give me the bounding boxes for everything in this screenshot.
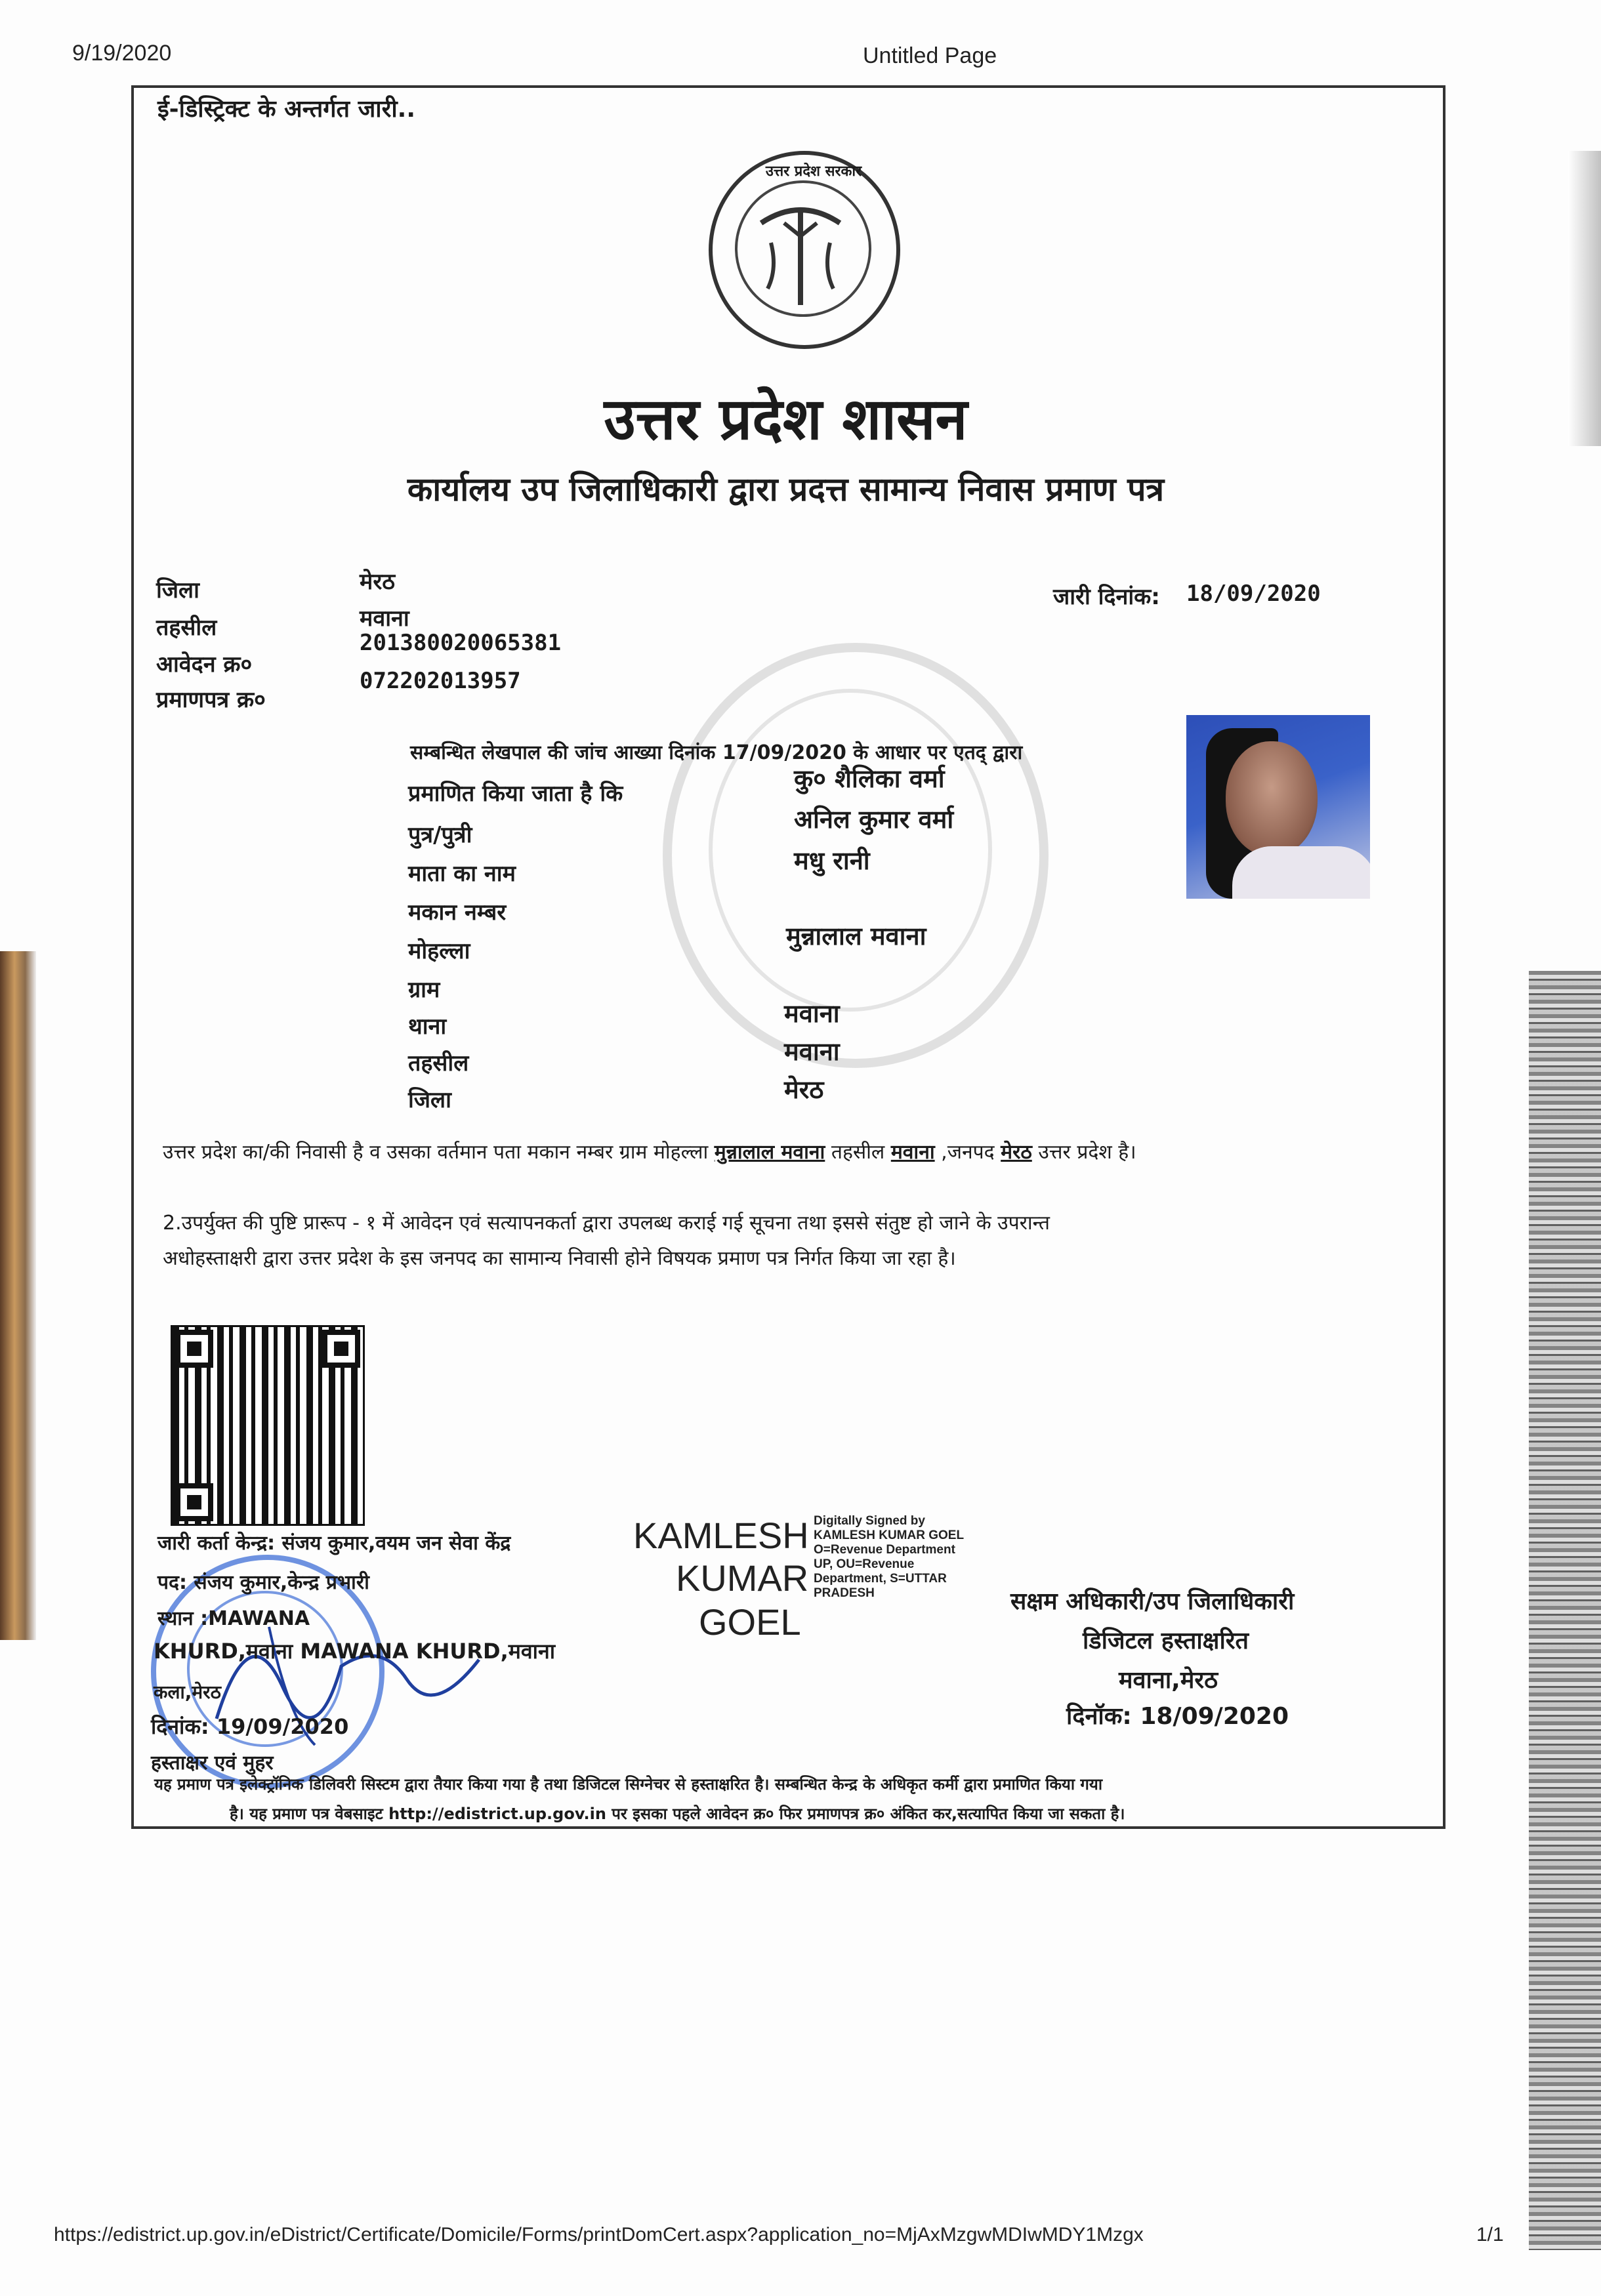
qr-finder-bottom-left	[175, 1483, 213, 1521]
detail-label-district: जिला	[408, 1087, 451, 1113]
detail-value-father: अनिल कुमार वर्मा	[794, 805, 954, 834]
digital-signer-name-1: KAMLESH	[633, 1515, 809, 1556]
header-label-district: जिला	[156, 577, 199, 604]
digital-signature-details	[814, 1514, 964, 1601]
scan-edge-right	[1529, 971, 1601, 2250]
para1-text-c: ,जनपद	[941, 1141, 995, 1164]
detail-value-tehsil: मवाना	[784, 1037, 840, 1066]
qr-finder-top-right	[322, 1330, 360, 1368]
detail-label-son-daughter: पुत्र/पुत्री	[408, 822, 472, 848]
detail-label-tehsil: तहसील	[408, 1050, 469, 1076]
issuer-date: दिनांक: 19/09/2020	[151, 1714, 349, 1739]
certificate-title: उत्तर प्रदेश शासन	[604, 385, 968, 453]
detail-value-district: मेरठ	[784, 1075, 824, 1104]
para2-line-2: अधोहस्ताक्षरी द्वारा उत्तर प्रदेश के इस जनपद का सामान्य निवासी होने विषयक प्रमाण पत्र निर्गत किया जा रहा है।	[163, 1247, 956, 1270]
header-value-application-no: 201380020065381	[360, 630, 562, 656]
header-label-certificate-no: प्रमाणपत्र क्र०	[156, 687, 266, 713]
issued-under-text: ई-डिस्ट्रिक्ट के अन्तर्गत जारी..	[157, 96, 416, 123]
detail-label-house-no: मकान नम्बर	[408, 899, 507, 926]
digital-sig-line-2: KAMLESH KUMAR GOEL	[814, 1528, 965, 1542]
issue-date-label: जारी दिनांक:	[1053, 584, 1160, 610]
para1-text-d: उत्तर	[1038, 1141, 1071, 1164]
header-value-district: मेरठ	[360, 569, 395, 595]
detail-label-mother: माता का नाम	[408, 861, 516, 887]
scan-edge-left	[0, 951, 36, 1640]
print-page-count: 1/1	[1476, 2224, 1504, 2245]
digital-sig-line-5: Department, S=UTTAR	[814, 1572, 947, 1586]
paragraph-1	[163, 1135, 1357, 1170]
issue-date-value: 18/09/2020	[1186, 581, 1321, 607]
header-value-tehsil: मवाना	[360, 605, 409, 632]
issuer-post: पद: संजय कुमार,केन्द्र प्रभारी	[157, 1571, 369, 1594]
certificate-subtitle: कार्यालय उप जिलाधिकारी द्वारा प्रदत्त सामान्य निवास प्रमाण पत्र	[407, 470, 1165, 508]
header-label-application-no: आवेदन क्र०	[156, 651, 253, 678]
detail-label-police-station: थाना	[408, 1014, 447, 1040]
emblem-bow-icon	[748, 197, 853, 308]
emblem-text: उत्तर प्रदेश सरकार	[765, 163, 862, 180]
issuer-center: जारी कर्ता केन्द्र: संजय कुमार,वयम जन सेवा केंद्र	[157, 1532, 511, 1555]
qr-finder-top-left	[175, 1330, 213, 1368]
para1-text-e: प्रदेश है।	[1077, 1141, 1136, 1164]
digital-sig-line-4: UP, OU=Revenue	[814, 1557, 915, 1571]
paragraph-2	[163, 1206, 1357, 1277]
para1-text-b: तहसील	[831, 1141, 885, 1164]
print-date: 9/19/2020	[72, 41, 172, 66]
issuer-place-2: KHURD,मवाना MAWANA KHURD,मवाना	[154, 1639, 555, 1664]
header-value-certificate-no: 072202013957	[360, 668, 521, 694]
digital-sig-line-6: PRADESH	[814, 1586, 875, 1600]
footer-note-2: है। यह प्रमाण पत्र वेबसाइट http://edistrict.up.gov.in पर इसका पहले आवेदन क्र० फिर प्रमाणपत्र क्र० अंकित कर,सत्यापित किया जा सकता है।	[230, 1805, 1125, 1823]
header-label-tehsil: तहसील	[156, 615, 217, 641]
photo-shoulder	[1232, 846, 1370, 899]
print-page-title: Untitled Page	[863, 43, 997, 68]
detail-value-police-station: मवाना	[784, 999, 840, 1028]
detail-label-mohalla: मोहल्ला	[408, 938, 470, 964]
digital-sig-line-1: Digitally Signed by	[814, 1514, 925, 1528]
footer-note-1: यह प्रमाण पत्र इलेक्ट्रॉनिक डिलिवरी सिस्टम द्वारा तैयार किया गया है तथा डिजिटल सिग्नेचर से हस्ताक्षरित है। सम्बन्धित केन्द्र के अधिकृत कर्मी द्वारा प्रमाणित किया गया	[154, 1775, 1103, 1794]
detail-value-name: कु० शैलिका वर्मा	[794, 764, 945, 793]
digital-sig-line-3: O=Revenue Department	[814, 1543, 955, 1557]
qr-code	[171, 1325, 365, 1526]
detail-label-certified: प्रमाणित किया जाता है कि	[408, 781, 623, 807]
authority-date: दिनॉक: 18/09/2020	[1066, 1703, 1289, 1730]
issuer-place-1: स्थान :MAWANA	[157, 1607, 310, 1630]
print-url: https://edistrict.up.gov.in/eDistrict/Certificate/Domicile/Forms/printDomCert.aspx?application_no=MjAxMzgwMDIwMDY1Mzgx	[54, 2224, 1144, 2245]
para1-mohalla: मुन्नालाल मवाना	[714, 1141, 825, 1164]
photo-face	[1226, 741, 1318, 856]
authority-location: मवाना,मेरठ	[1119, 1667, 1218, 1694]
detail-label-village: ग्राम	[408, 977, 440, 1003]
authority-sign-type: डिजिटल हस्ताक्षरित	[1083, 1628, 1249, 1654]
intro-line: सम्बन्धित लेखपाल की जांच आख्या दिनांक 17/09/2020 के आधार पर एतद् द्वारा	[410, 741, 1023, 764]
para2-line-1: 2.उपर्युक्त की पुष्टि प्रारूप - १ में आवेदन एवं सत्यापनकर्ता द्वारा उपलब्ध कराई गई सूचना तथा इससे संतुष्ट हो जाने के उपरान्त	[163, 1212, 1050, 1235]
detail-value-mother: मधु रानी	[794, 846, 870, 875]
scan-edge-right-top	[1568, 151, 1601, 446]
issuer-place-3: कला,मेरठ	[154, 1681, 221, 1703]
para1-district: मेरठ	[1001, 1141, 1032, 1164]
digital-signer-name-3: GOEL	[699, 1601, 801, 1643]
para1-tehsil: मवाना	[890, 1141, 935, 1164]
authority-designation: सक्षम अधिकारी/उप जिलाधिकारी	[1010, 1588, 1295, 1615]
detail-value-mohalla: मुन्नालाल मवाना	[786, 922, 926, 951]
issuer-sign-label: हस्ताक्षर एवं मुहर	[151, 1752, 274, 1774]
applicant-photo	[1186, 715, 1370, 899]
digital-signer-name-2: KUMAR	[676, 1557, 809, 1599]
para1-text-a: उत्तर प्रदेश का/की निवासी है व उसका वर्तमान पता मकान नम्बर ग्राम मोहल्ला	[163, 1141, 709, 1164]
